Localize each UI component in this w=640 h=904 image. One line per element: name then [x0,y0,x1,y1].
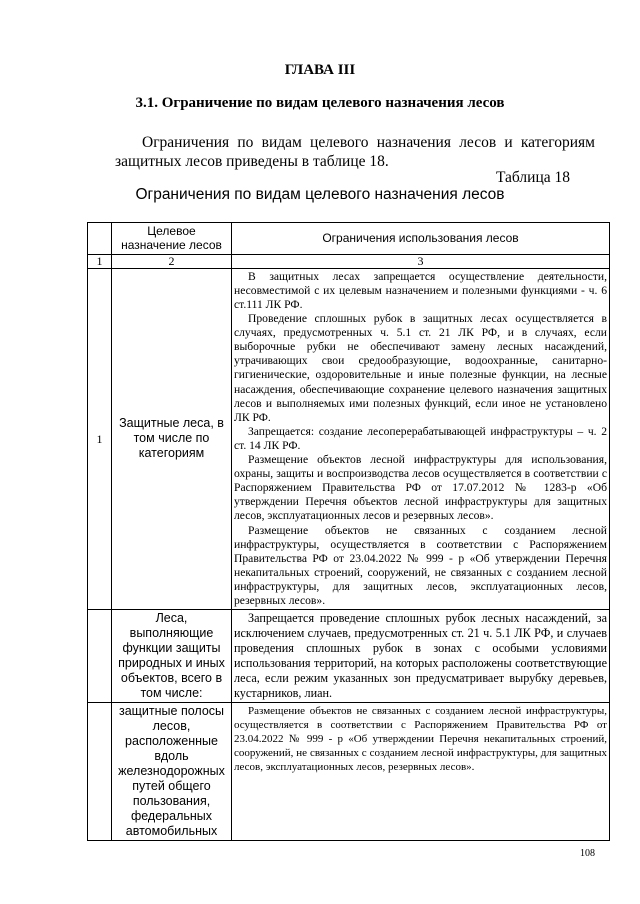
row-category: Леса, выполняющие функции защиты природных и иных объектов, всего в том числе: [112,610,232,703]
table-header-row [88,223,610,255]
restriction-paragraph: Запрещается: создание лесоперерабатывающей инфраструктуры – ч. 2 ст. 14 ЛК РФ. [234,424,607,452]
restriction-paragraph: Размещение объектов лесной инфраструктуры для использования, охраны, защиты и воспроизводства лесов осуществляется в соответствии с Распоряжением Правительства РФ от 17.07.2012 № 1283-р «Об утверждении Перечня объектов лесной инфраструктуры для защитных лесов, эксплуатационных лесов и резервных лесов». [234,453,607,523]
column-index-row [88,254,610,268]
table-row [88,268,610,609]
table-title: Ограничения по видам целевого назначения лесов [135,186,505,203]
column-index: 1 [88,254,112,268]
table-number: Таблица 18 [495,169,570,186]
chapter-heading: ГЛАВА III [284,62,356,78]
restriction-paragraph: Запрещается проведение сплошных рубок лесных насаждений, за исключением случаев, предусмотренных ст. 21 ч. 5.1 ЛК РФ, и случаев проведения сплошных рубок в зонах с особыми условиями использования территорий, на которых расположены соответствующие леса, если режим указанных зон предусматривает вырубку деревьев, кустарников, лиан. [234,611,607,700]
row-restrictions [232,268,610,609]
intro-paragraph: Ограничения по видам целевого назначения лесов и категориям защитных лесов приведены в таблице 18. [115,134,595,170]
row-restrictions [232,703,610,841]
row-number [88,703,112,841]
header-cell-num [88,223,112,255]
restrictions-table [87,222,610,841]
column-index: 2 [112,254,232,268]
header-cell-purpose: Целевое назначение лесов [112,223,232,255]
row-category: Защитные леса, в том числе по категориям [112,268,232,609]
section-title: 3.1. Ограничение по видам целевого назначения лесов [135,95,505,111]
restriction-paragraph: Размещение объектов не связанных с созданием лесной инфраструктуры, осуществляется в соответствии с Распоряжением Правительства РФ от 23.04.2022 № 999 - р «Об утверждении Перечня некапитальных строений, сооружений, не связанных с созданием лесной инфраструктуры, для защитных лесов, эксплуатационных лесов, резервных лесов». [234,705,607,774]
row-restrictions [232,610,610,703]
row-number [88,610,112,703]
row-category: защитные полосы лесов, расположенные вдоль железнодорожных путей общего пользования, федеральных автомобильных [112,703,232,841]
restriction-paragraph: Размещение объектов не связанных с созданием лесной инфраструктуры, осуществляется в соответствии с Распоряжением Правительства РФ от 23.04.2022 № 999 - р «Об утверждении Перечня некапитальных строений, сооружений, не связанных с созданием лесной инфраструктуры, для защитных лесов, эксплуатационных лесов, резервных лесов». [234,523,607,607]
table-row [88,610,610,703]
header-cell-restrictions: Ограничения использования лесов [232,223,610,255]
table-row [88,703,610,841]
row-number: 1 [88,268,112,609]
column-index: 3 [232,254,610,268]
restriction-paragraph: Проведение сплошных рубок в защитных лесах осуществляется в случаях, предусмотренных ч. 5.1 ст. 21 ЛК РФ, и в случаях, если выборочные рубки не обеспечивают замену лесных насаждений, утрачивающих свои средообразующие, водоохранные, санитарно-гигиенические, оздоровительные и иные полезные функции, на лесные насаждения, обеспечивающие сохранение целевого назначения защитных лесов и выполняемых ими полезных функций, если иное не установлено ЛК РФ. [234,312,607,424]
page-number: 108 [580,848,595,859]
restriction-paragraph: В защитных лесах запрещается осуществление деятельности, несовместимой с их целевым назначением и полезными функциями - ч. 6 ст.111 ЛК РФ. [234,269,607,311]
